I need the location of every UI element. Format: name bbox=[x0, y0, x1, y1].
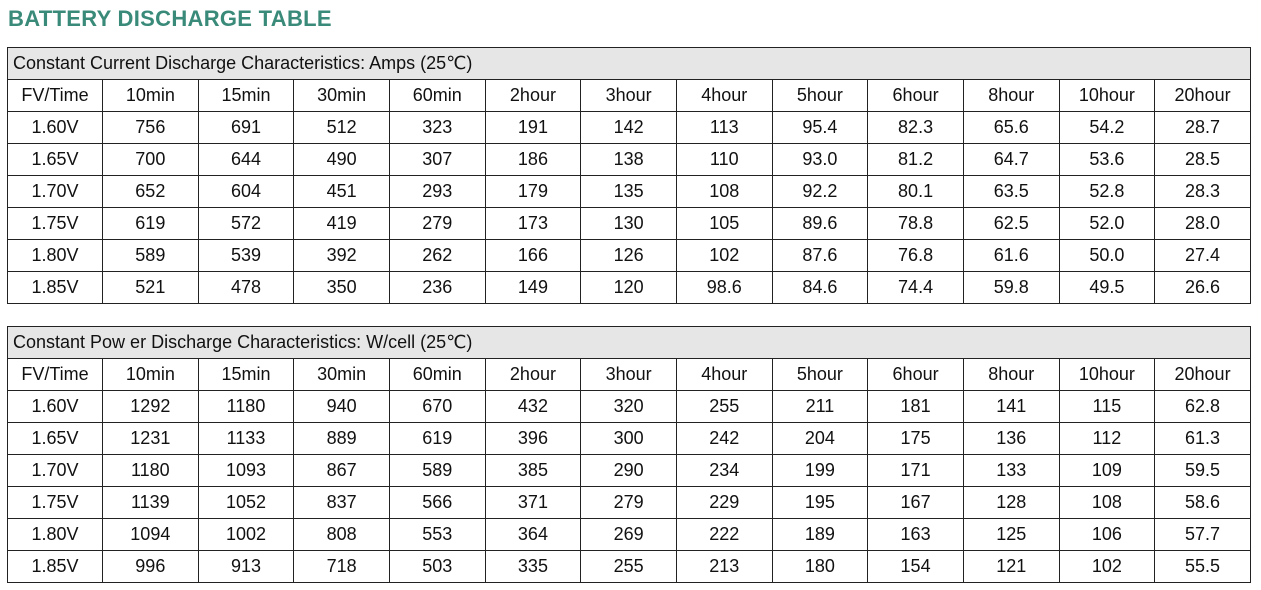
table-row bbox=[8, 176, 1251, 208]
value-cell: 320 bbox=[581, 391, 677, 423]
value-cell: 26.6 bbox=[1155, 272, 1251, 304]
value-cell: 130 bbox=[581, 208, 677, 240]
value-cell: 57.7 bbox=[1155, 519, 1251, 551]
value-cell: 133 bbox=[963, 455, 1059, 487]
value-cell: 61.3 bbox=[1155, 423, 1251, 455]
table-row bbox=[8, 551, 1251, 583]
table-row bbox=[8, 487, 1251, 519]
value-cell: 1292 bbox=[103, 391, 199, 423]
final-voltage-cell: 1.85V bbox=[8, 551, 103, 583]
value-cell: 28.0 bbox=[1155, 208, 1251, 240]
final-voltage-cell: 1.60V bbox=[8, 112, 103, 144]
value-cell: 589 bbox=[389, 455, 485, 487]
value-cell: 234 bbox=[676, 455, 772, 487]
value-cell: 1094 bbox=[103, 519, 199, 551]
final-voltage-cell: 1.75V bbox=[8, 487, 103, 519]
value-cell: 478 bbox=[198, 272, 294, 304]
column-header: 6hour bbox=[868, 80, 964, 112]
column-header: 3hour bbox=[581, 80, 677, 112]
value-cell: 503 bbox=[389, 551, 485, 583]
fv-time-header: FV/Time bbox=[8, 80, 103, 112]
value-cell: 1180 bbox=[103, 455, 199, 487]
value-cell: 335 bbox=[485, 551, 581, 583]
value-cell: 109 bbox=[1059, 455, 1155, 487]
value-cell: 58.6 bbox=[1155, 487, 1251, 519]
value-cell: 996 bbox=[103, 551, 199, 583]
value-cell: 269 bbox=[581, 519, 677, 551]
value-cell: 180 bbox=[772, 551, 868, 583]
value-cell: 126 bbox=[581, 240, 677, 272]
value-cell: 81.2 bbox=[868, 144, 964, 176]
value-cell: 136 bbox=[963, 423, 1059, 455]
value-cell: 222 bbox=[676, 519, 772, 551]
value-cell: 255 bbox=[676, 391, 772, 423]
value-cell: 1052 bbox=[198, 487, 294, 519]
table-heading: Constant Pow er Discharge Characteristics: W/cell (25℃) bbox=[8, 327, 1251, 359]
value-cell: 59.5 bbox=[1155, 455, 1251, 487]
table-row bbox=[8, 272, 1251, 304]
value-cell: 167 bbox=[868, 487, 964, 519]
value-cell: 179 bbox=[485, 176, 581, 208]
value-cell: 112 bbox=[1059, 423, 1155, 455]
column-header: 5hour bbox=[772, 359, 868, 391]
column-header: 10hour bbox=[1059, 80, 1155, 112]
value-cell: 913 bbox=[198, 551, 294, 583]
value-cell: 691 bbox=[198, 112, 294, 144]
value-cell: 589 bbox=[103, 240, 199, 272]
value-cell: 93.0 bbox=[772, 144, 868, 176]
value-cell: 604 bbox=[198, 176, 294, 208]
column-header: 15min bbox=[198, 359, 294, 391]
value-cell: 652 bbox=[103, 176, 199, 208]
column-header: 15min bbox=[198, 80, 294, 112]
value-cell: 867 bbox=[294, 455, 390, 487]
value-cell: 1093 bbox=[198, 455, 294, 487]
value-cell: 125 bbox=[963, 519, 1059, 551]
power-discharge-table bbox=[7, 326, 1251, 583]
value-cell: 78.8 bbox=[868, 208, 964, 240]
value-cell: 290 bbox=[581, 455, 677, 487]
value-cell: 142 bbox=[581, 112, 677, 144]
column-header-row bbox=[8, 80, 1251, 112]
value-cell: 128 bbox=[963, 487, 1059, 519]
value-cell: 28.3 bbox=[1155, 176, 1251, 208]
value-cell: 670 bbox=[389, 391, 485, 423]
value-cell: 255 bbox=[581, 551, 677, 583]
value-cell: 940 bbox=[294, 391, 390, 423]
final-voltage-cell: 1.70V bbox=[8, 176, 103, 208]
value-cell: 95.4 bbox=[772, 112, 868, 144]
column-header: 2hour bbox=[485, 359, 581, 391]
value-cell: 195 bbox=[772, 487, 868, 519]
column-header: 60min bbox=[389, 359, 485, 391]
value-cell: 512 bbox=[294, 112, 390, 144]
value-cell: 80.1 bbox=[868, 176, 964, 208]
value-cell: 364 bbox=[485, 519, 581, 551]
value-cell: 115 bbox=[1059, 391, 1155, 423]
value-cell: 300 bbox=[581, 423, 677, 455]
final-voltage-cell: 1.60V bbox=[8, 391, 103, 423]
value-cell: 837 bbox=[294, 487, 390, 519]
column-header: 6hour bbox=[868, 359, 964, 391]
page-title: BATTERY DISCHARGE TABLE bbox=[8, 6, 332, 31]
value-cell: 181 bbox=[868, 391, 964, 423]
column-header: 5hour bbox=[772, 80, 868, 112]
value-cell: 27.4 bbox=[1155, 240, 1251, 272]
value-cell: 229 bbox=[676, 487, 772, 519]
value-cell: 191 bbox=[485, 112, 581, 144]
column-header: 10min bbox=[103, 359, 199, 391]
value-cell: 808 bbox=[294, 519, 390, 551]
value-cell: 113 bbox=[676, 112, 772, 144]
value-cell: 106 bbox=[1059, 519, 1155, 551]
value-cell: 87.6 bbox=[772, 240, 868, 272]
value-cell: 102 bbox=[676, 240, 772, 272]
column-header: 30min bbox=[294, 359, 390, 391]
column-header: 4hour bbox=[676, 359, 772, 391]
final-voltage-cell: 1.80V bbox=[8, 519, 103, 551]
value-cell: 53.6 bbox=[1059, 144, 1155, 176]
value-cell: 700 bbox=[103, 144, 199, 176]
value-cell: 718 bbox=[294, 551, 390, 583]
fv-time-header: FV/Time bbox=[8, 359, 103, 391]
value-cell: 889 bbox=[294, 423, 390, 455]
table-row bbox=[8, 208, 1251, 240]
value-cell: 279 bbox=[389, 208, 485, 240]
value-cell: 163 bbox=[868, 519, 964, 551]
value-cell: 451 bbox=[294, 176, 390, 208]
value-cell: 262 bbox=[389, 240, 485, 272]
value-cell: 199 bbox=[772, 455, 868, 487]
value-cell: 213 bbox=[676, 551, 772, 583]
value-cell: 82.3 bbox=[868, 112, 964, 144]
column-header: 20hour bbox=[1155, 80, 1251, 112]
value-cell: 64.7 bbox=[963, 144, 1059, 176]
value-cell: 189 bbox=[772, 519, 868, 551]
value-cell: 105 bbox=[676, 208, 772, 240]
value-cell: 65.6 bbox=[963, 112, 1059, 144]
value-cell: 756 bbox=[103, 112, 199, 144]
table-row bbox=[8, 519, 1251, 551]
value-cell: 138 bbox=[581, 144, 677, 176]
value-cell: 323 bbox=[389, 112, 485, 144]
value-cell: 307 bbox=[389, 144, 485, 176]
value-cell: 242 bbox=[676, 423, 772, 455]
value-cell: 1180 bbox=[198, 391, 294, 423]
value-cell: 211 bbox=[772, 391, 868, 423]
value-cell: 396 bbox=[485, 423, 581, 455]
value-cell: 166 bbox=[485, 240, 581, 272]
column-header: 20hour bbox=[1155, 359, 1251, 391]
value-cell: 432 bbox=[485, 391, 581, 423]
value-cell: 108 bbox=[676, 176, 772, 208]
value-cell: 76.8 bbox=[868, 240, 964, 272]
column-header: 4hour bbox=[676, 80, 772, 112]
value-cell: 553 bbox=[389, 519, 485, 551]
value-cell: 121 bbox=[963, 551, 1059, 583]
final-voltage-cell: 1.70V bbox=[8, 455, 103, 487]
final-voltage-cell: 1.75V bbox=[8, 208, 103, 240]
value-cell: 392 bbox=[294, 240, 390, 272]
value-cell: 1139 bbox=[103, 487, 199, 519]
table-heading-row bbox=[8, 327, 1251, 359]
column-header: 10hour bbox=[1059, 359, 1155, 391]
value-cell: 539 bbox=[198, 240, 294, 272]
final-voltage-cell: 1.80V bbox=[8, 240, 103, 272]
value-cell: 55.5 bbox=[1155, 551, 1251, 583]
value-cell: 521 bbox=[103, 272, 199, 304]
final-voltage-cell: 1.85V bbox=[8, 272, 103, 304]
table-row bbox=[8, 391, 1251, 423]
current-discharge-table bbox=[7, 47, 1251, 304]
value-cell: 154 bbox=[868, 551, 964, 583]
value-cell: 120 bbox=[581, 272, 677, 304]
value-cell: 63.5 bbox=[963, 176, 1059, 208]
value-cell: 279 bbox=[581, 487, 677, 519]
value-cell: 619 bbox=[389, 423, 485, 455]
final-voltage-cell: 1.65V bbox=[8, 423, 103, 455]
value-cell: 49.5 bbox=[1059, 272, 1155, 304]
value-cell: 50.0 bbox=[1059, 240, 1155, 272]
value-cell: 1002 bbox=[198, 519, 294, 551]
table-heading-row bbox=[8, 48, 1251, 80]
column-header: 8hour bbox=[963, 359, 1059, 391]
value-cell: 204 bbox=[772, 423, 868, 455]
column-header: 30min bbox=[294, 80, 390, 112]
value-cell: 62.5 bbox=[963, 208, 1059, 240]
value-cell: 108 bbox=[1059, 487, 1155, 519]
column-header-row bbox=[8, 359, 1251, 391]
table-row bbox=[8, 240, 1251, 272]
value-cell: 293 bbox=[389, 176, 485, 208]
value-cell: 84.6 bbox=[772, 272, 868, 304]
value-cell: 371 bbox=[485, 487, 581, 519]
value-cell: 61.6 bbox=[963, 240, 1059, 272]
value-cell: 566 bbox=[389, 487, 485, 519]
value-cell: 1231 bbox=[103, 423, 199, 455]
value-cell: 98.6 bbox=[676, 272, 772, 304]
value-cell: 74.4 bbox=[868, 272, 964, 304]
column-header: 60min bbox=[389, 80, 485, 112]
value-cell: 110 bbox=[676, 144, 772, 176]
value-cell: 186 bbox=[485, 144, 581, 176]
value-cell: 173 bbox=[485, 208, 581, 240]
value-cell: 1133 bbox=[198, 423, 294, 455]
value-cell: 385 bbox=[485, 455, 581, 487]
value-cell: 572 bbox=[198, 208, 294, 240]
value-cell: 644 bbox=[198, 144, 294, 176]
value-cell: 28.5 bbox=[1155, 144, 1251, 176]
table-row bbox=[8, 455, 1251, 487]
value-cell: 102 bbox=[1059, 551, 1155, 583]
value-cell: 92.2 bbox=[772, 176, 868, 208]
table-heading: Constant Current Discharge Characteristics: Amps (25℃) bbox=[8, 48, 1251, 80]
column-header: 10min bbox=[103, 80, 199, 112]
table-row bbox=[8, 112, 1251, 144]
value-cell: 175 bbox=[868, 423, 964, 455]
table-row bbox=[8, 144, 1251, 176]
column-header: 8hour bbox=[963, 80, 1059, 112]
value-cell: 619 bbox=[103, 208, 199, 240]
value-cell: 52.8 bbox=[1059, 176, 1155, 208]
column-header: 2hour bbox=[485, 80, 581, 112]
value-cell: 141 bbox=[963, 391, 1059, 423]
value-cell: 350 bbox=[294, 272, 390, 304]
value-cell: 419 bbox=[294, 208, 390, 240]
value-cell: 62.8 bbox=[1155, 391, 1251, 423]
column-header: 3hour bbox=[581, 359, 677, 391]
value-cell: 135 bbox=[581, 176, 677, 208]
value-cell: 52.0 bbox=[1059, 208, 1155, 240]
value-cell: 490 bbox=[294, 144, 390, 176]
value-cell: 59.8 bbox=[963, 272, 1059, 304]
value-cell: 171 bbox=[868, 455, 964, 487]
value-cell: 236 bbox=[389, 272, 485, 304]
value-cell: 89.6 bbox=[772, 208, 868, 240]
table-row bbox=[8, 423, 1251, 455]
value-cell: 54.2 bbox=[1059, 112, 1155, 144]
value-cell: 28.7 bbox=[1155, 112, 1251, 144]
final-voltage-cell: 1.65V bbox=[8, 144, 103, 176]
value-cell: 149 bbox=[485, 272, 581, 304]
